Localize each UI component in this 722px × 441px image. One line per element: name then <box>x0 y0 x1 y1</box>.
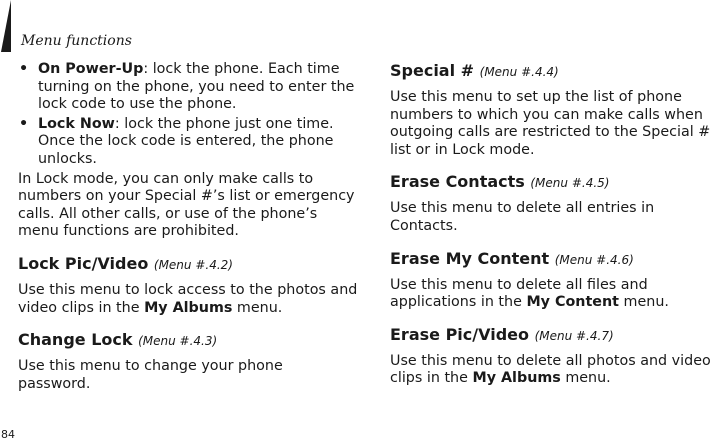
bullet-term: On Power-Up <box>38 61 144 77</box>
right-column <box>390 61 722 388</box>
left-column <box>18 61 358 393</box>
desc-text: Use this menu to lock access to the photos and video clips in the <box>18 281 358 316</box>
menu-path: (Menu #.4.3) <box>138 334 218 349</box>
header-title: Menu functions <box>21 33 132 49</box>
erase-my-content-description <box>390 277 722 312</box>
erase-contacts-description: Use this menu to delete all entries in Contacts. <box>390 200 655 234</box>
menu-path: (Menu #.4.2) <box>153 257 233 272</box>
bullet-text: : lock the phone just one time. Once the lock code is entered, the phone unlocks. <box>38 115 334 167</box>
menu-reference: My Content <box>526 294 620 311</box>
menu-path: (Menu #.4.6) <box>554 252 634 267</box>
bullet-lock-now <box>18 116 358 169</box>
section-heading-special <box>390 61 722 82</box>
section-title: Lock Pic/Video <box>18 253 149 273</box>
desc-text: Use this menu to delete all files and applications in the <box>390 276 648 311</box>
bullet-text: : lock the phone. Each time turning on the phone, you need to enter the lock code to use the phone. <box>38 61 355 113</box>
page-number: 84 <box>1 428 15 441</box>
section-title: Change Lock <box>18 330 133 350</box>
desc-text: menu. <box>232 299 283 316</box>
lock-mode-note: In Lock mode, you can only make calls to numbers on your Special #’s list or emergency calls. All other calls, or use of the phone’s menu functions are prohibited. <box>18 170 355 240</box>
section-heading-change-lock <box>18 330 358 351</box>
desc-text: menu. <box>560 370 611 387</box>
bullet-dot: • <box>19 61 29 77</box>
header-slash-mark <box>1 0 11 52</box>
menu-path: (Menu #.4.4) <box>479 65 559 79</box>
menu-path: (Menu #.4.7) <box>534 328 614 343</box>
menu-reference: My Albums <box>472 370 561 387</box>
section-heading-erase-pic-video <box>390 325 722 346</box>
bullet-dot: • <box>19 115 29 132</box>
menu-reference: My Albums <box>144 299 233 316</box>
lock-pic-video-description <box>18 282 358 317</box>
desc-text: menu. <box>619 294 669 311</box>
section-heading-lock-pic-video <box>18 254 358 275</box>
section-title: Erase Pic/Video <box>390 324 529 344</box>
section-heading-erase-contacts <box>390 172 722 193</box>
bullet-on-power-up <box>18 61 358 114</box>
section-title: Erase My Content <box>390 248 550 268</box>
erase-pic-video-description <box>390 353 722 388</box>
menu-path: (Menu #.4.5) <box>530 176 610 191</box>
desc-text: Use this menu to delete all photos and video clips in the <box>390 352 711 387</box>
section-heading-erase-my-content <box>390 249 722 270</box>
section-title: Erase Contacts <box>390 172 525 192</box>
section-title: Special # <box>390 61 475 80</box>
special-description: Use this menu to set up the list of phone numbers to which you can make calls when outgoing calls are restricted to the Special # list or in Lock mode. <box>390 89 711 158</box>
bullet-term: Lock Now <box>38 115 115 132</box>
change-lock-description: Use this menu to change your phone password. <box>18 358 283 392</box>
